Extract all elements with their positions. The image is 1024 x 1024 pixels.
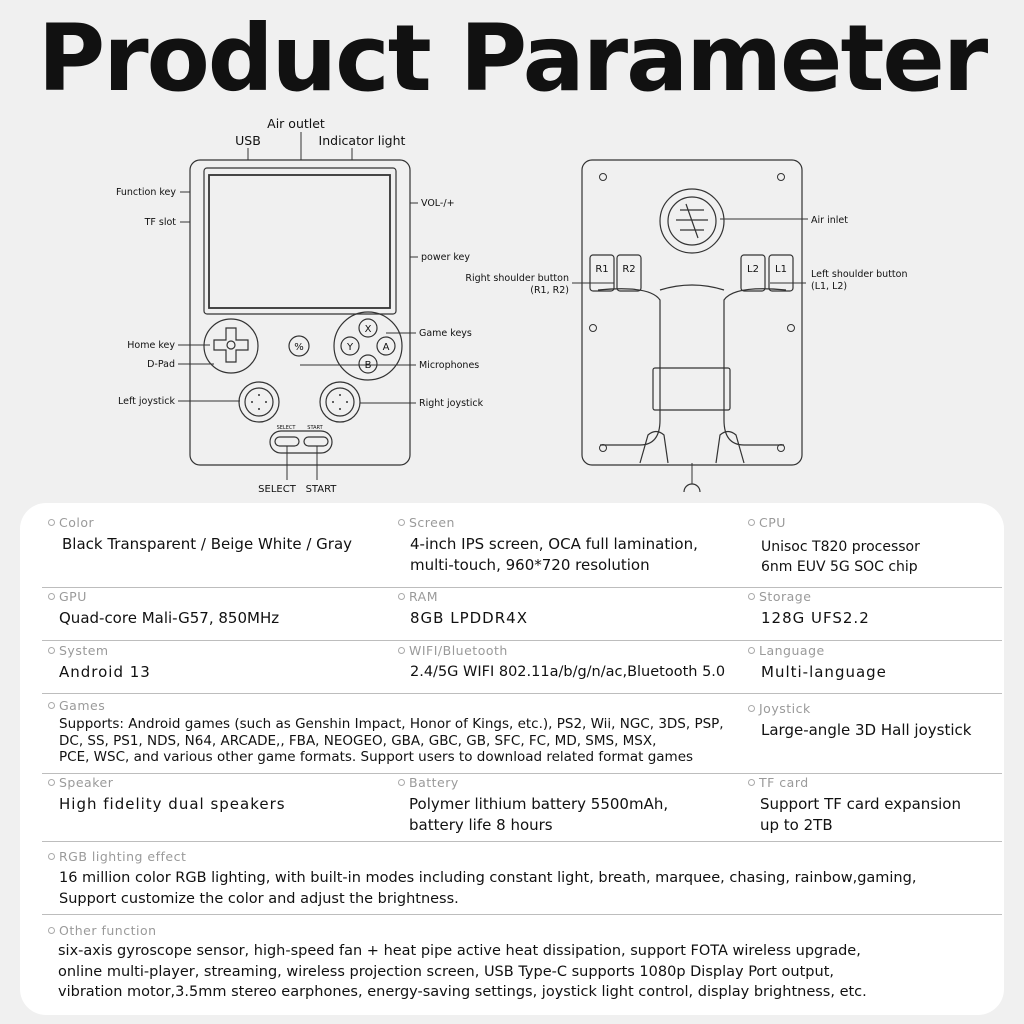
- spec-title: Battery: [409, 775, 459, 790]
- bullet-icon: [48, 927, 55, 934]
- bullet-icon: [748, 647, 755, 654]
- left-shoulder-sub-label: (L1, L2): [811, 281, 848, 292]
- front-leader-lines: [178, 132, 418, 480]
- spec-value: 2.4/5G WIFI 802.11a/b/g/n/ac,Bluetooth 5.0: [410, 664, 726, 680]
- right-grip-contour: [724, 289, 786, 445]
- percent-button-label: %: [294, 342, 304, 353]
- joystick-dots: [251, 394, 348, 410]
- spec-title: WIFI/Bluetooth: [409, 643, 508, 658]
- spec-value: 128G UFS2.2: [761, 609, 870, 627]
- spec-screen: [398, 515, 698, 575]
- spec-title: Language: [759, 643, 825, 658]
- select-small-label: SELECT: [276, 425, 296, 431]
- headphone-jack-icon: [684, 484, 700, 492]
- left-shoulder-label: Left shoulder button: [811, 269, 908, 280]
- left-foot: [640, 432, 668, 464]
- spec-value: Quad-core Mali-G57, 850MHz: [59, 609, 280, 627]
- spec-value: Black Transparent / Beige White / Gray: [62, 535, 353, 553]
- a-button-label: A: [382, 342, 390, 353]
- fan-blades-icon: [676, 204, 708, 238]
- right-joystick-label: Right joystick: [419, 398, 484, 409]
- right-shoulder-sub-label: (R1, R2): [530, 285, 569, 296]
- device-diagram: [0, 0, 1024, 503]
- spec-other: [48, 923, 867, 1003]
- bullet-icon: [748, 593, 755, 600]
- front-body: [190, 160, 410, 465]
- spec-value: Android 13: [59, 663, 151, 681]
- left-joystick-inner: [245, 388, 273, 416]
- spec-title: Other function: [59, 923, 157, 938]
- bullet-icon: [48, 647, 55, 654]
- spec-gpu: [48, 589, 279, 629]
- x-button-label: X: [364, 324, 372, 335]
- spec-title: Speaker: [59, 775, 114, 790]
- spec-value-line1: Support TF card expansion: [760, 795, 961, 813]
- bullet-icon: [748, 705, 755, 712]
- spec-value-line2: online multi-player, streaming, wireless projection screen, USB Type-C supports 1080p Display Port output,: [58, 963, 834, 980]
- divider: [42, 773, 1002, 774]
- home-key-label: Home key: [127, 340, 175, 351]
- divider: [42, 587, 1002, 588]
- select-label: SELECT: [258, 484, 296, 495]
- d-pad-label: D-Pad: [147, 359, 175, 370]
- indicator-light-label: Indicator light: [318, 133, 406, 148]
- spec-speaker: [48, 775, 286, 815]
- r2-label: R2: [622, 264, 636, 275]
- spec-title: RAM: [409, 589, 439, 604]
- vol-label: VOL-/+: [421, 198, 455, 209]
- tf-slot-label: TF slot: [144, 217, 176, 228]
- spec-value-line3: vibration motor,3.5mm stereo earphones, energy-saving settings, joystick light control, display brightness, etc.: [58, 984, 867, 1000]
- select-start-housing: [270, 431, 332, 453]
- spec-value-line2: up to 2TB: [760, 815, 833, 834]
- bullet-icon: [48, 593, 55, 600]
- spec-title: Color: [59, 515, 95, 530]
- back-body: [582, 160, 802, 465]
- divider: [42, 914, 1002, 915]
- spec-title: CPU: [759, 515, 786, 530]
- power-key-label: power key: [421, 252, 471, 263]
- spec-value-line1: 4-inch IPS screen, OCA full lamination,: [410, 535, 698, 553]
- top-grip-contour: [660, 285, 724, 290]
- bullet-icon: [48, 779, 55, 786]
- divider: [42, 640, 1002, 641]
- d-pad-center: [227, 341, 235, 349]
- spec-value-line2: Support customize the color and adjust the brightness.: [59, 890, 459, 907]
- spec-title: RGB lighting effect: [59, 849, 187, 864]
- l2-label: L2: [747, 264, 759, 275]
- spec-title: GPU: [59, 589, 87, 604]
- back-leader-lines: [572, 219, 808, 484]
- right-joystick-inner: [326, 388, 354, 416]
- d-pad-icon: [214, 328, 248, 362]
- spec-joystick: [748, 701, 971, 741]
- spec-language: [748, 643, 887, 683]
- spec-title: TF card: [759, 775, 809, 790]
- spec-battery: [398, 775, 668, 835]
- start-label: START: [305, 484, 337, 495]
- spec-system: [48, 643, 151, 683]
- spec-title: Storage: [759, 589, 812, 604]
- spec-storage: [748, 589, 870, 629]
- divider: [42, 841, 1002, 842]
- bullet-icon: [748, 779, 755, 786]
- spec-title: Games: [59, 698, 106, 713]
- l1-label: L1: [775, 264, 787, 275]
- right-foot: [716, 432, 744, 464]
- screen-bezel: [204, 168, 396, 314]
- spec-ram: [398, 589, 528, 629]
- usb-label: USB: [235, 133, 261, 148]
- back-view: [582, 160, 802, 492]
- spec-card: [20, 503, 1004, 1015]
- bullet-icon: [398, 593, 405, 600]
- bullet-icon: [48, 519, 55, 526]
- b-button-label: B: [364, 360, 372, 371]
- spec-value: High fidelity dual speakers: [59, 795, 286, 813]
- bullet-icon: [398, 779, 405, 786]
- d-pad-ring: [204, 319, 258, 373]
- air-outlet-label: Air outlet: [267, 116, 325, 131]
- y-button-label: Y: [346, 342, 354, 353]
- spec-title: System: [59, 643, 109, 658]
- start-small-label: START: [307, 425, 323, 431]
- microphones-label: Microphones: [419, 360, 480, 371]
- spec-tf-card: [748, 775, 961, 835]
- spec-games: [48, 698, 724, 766]
- spec-value-line2: DC, SS, PS1, NDS, N64, ARCADE,, FBA, NEOGEO, GBA, GBC, GB, SFC, FC, MD, SMS, MSX,: [59, 732, 657, 749]
- spec-title: Screen: [409, 515, 455, 530]
- spec-value-line1: 16 million color RGB lighting, with built-in modes including constant light, breath, marquee, chasing, rainbow,gaming,: [59, 870, 917, 886]
- spec-value-line1: six-axis gyroscope sensor, high-speed fan + heat pipe active heat dissipation, support FOTA wireless upgrade,: [58, 943, 861, 959]
- front-view: [190, 160, 410, 465]
- spec-value-line2: battery life 8 hours: [409, 815, 553, 834]
- back-panel: [653, 368, 730, 410]
- spec-value-line2: multi-touch, 960*720 resolution: [410, 555, 650, 574]
- spec-value-line3: PCE, WSC, and various other game formats. Support users to download related format games: [59, 749, 694, 765]
- divider: [42, 693, 1002, 694]
- air-inlet-label: Air inlet: [811, 215, 848, 226]
- r1-label: R1: [595, 264, 609, 275]
- left-grip-contour: [598, 289, 660, 445]
- spec-rgb: [48, 849, 916, 909]
- bullet-icon: [48, 853, 55, 860]
- spec-value-line1: Supports: Android games (such as Genshin Impact, Honor of Kings, etc.), PS2, Wii, NGC, 3DS, PSP,: [59, 716, 724, 732]
- select-button: [275, 437, 299, 446]
- bullet-icon: [398, 647, 405, 654]
- screen: [209, 175, 390, 308]
- spec-value-line1: Polymer lithium battery 5500mAh,: [409, 795, 669, 813]
- spec-value: Large-angle 3D Hall joystick: [761, 721, 972, 739]
- bullet-icon: [748, 519, 755, 526]
- bullet-icon: [398, 519, 405, 526]
- left-joystick-label: Left joystick: [117, 396, 175, 407]
- spec-value: Multi-language: [761, 663, 887, 681]
- page-title: Product Parameter: [37, 5, 987, 112]
- spec-value: 8GB LPDDR4X: [410, 609, 528, 627]
- spec-title: Joystick: [759, 701, 811, 716]
- spec-cpu: [748, 515, 920, 576]
- start-button: [304, 437, 328, 446]
- spec-value-line1: Unisoc T820 processor: [761, 539, 920, 555]
- bullet-icon: [48, 702, 55, 709]
- spec-color: [48, 515, 352, 555]
- game-keys-label: Game keys: [419, 328, 472, 339]
- spec-wifi: [398, 643, 725, 683]
- right-shoulder-label: Right shoulder button: [465, 273, 569, 284]
- spec-value-line2: 6nm EUV 5G SOC chip: [761, 559, 918, 575]
- function-key-label: Function key: [115, 187, 176, 198]
